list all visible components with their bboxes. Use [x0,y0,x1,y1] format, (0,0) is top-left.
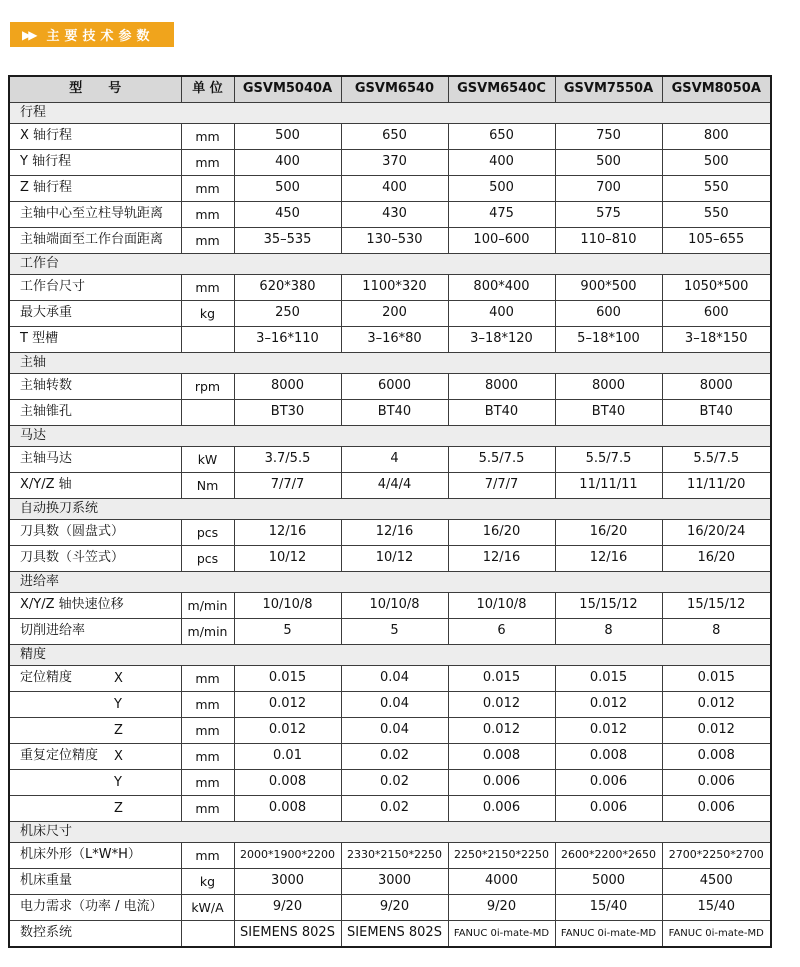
row-label [9,275,181,301]
cell-value: SIEMENS 802S [234,921,341,948]
row-unit: mm [181,692,234,718]
cell-value: 6 [448,619,555,645]
row-unit: mm [181,202,234,228]
row-label-text: X/Y/Z 轴 [20,477,72,493]
banner-title: 主要技术参数 [46,29,155,44]
row-label [9,202,181,228]
row-unit: mm [181,124,234,150]
row-unit: mm [181,228,234,254]
cell-value: 800*400 [448,275,555,301]
header-row [9,76,771,103]
cell-value: 200 [341,301,448,327]
cell-value: 4 [341,447,448,473]
cell-value: 15/40 [662,895,771,921]
table-row [9,692,771,718]
cell-value: 0.006 [555,770,662,796]
cell-value: BT40 [341,400,448,426]
cell-value: 0.006 [448,796,555,822]
table-row [9,202,771,228]
cell-value: 2330*2150*2250 [341,843,448,869]
section-title: 进给率 [9,572,771,593]
cell-value: 5 [234,619,341,645]
cell-value: 15/15/12 [662,593,771,619]
spec-table-body [9,103,771,948]
cell-value: 5.5/7.5 [448,447,555,473]
row-label [9,869,181,895]
cell-value: 0.006 [555,796,662,822]
row-label [9,301,181,327]
table-row [9,374,771,400]
row-label-text: 刀具数（圆盘式） [20,524,125,540]
table-row [9,869,771,895]
row-label [9,921,181,948]
spec-table [8,75,772,948]
cell-value: 0.008 [234,770,341,796]
row-label [9,770,181,796]
cell-value: 16/20 [662,546,771,572]
cell-value: 2600*2200*2650 [555,843,662,869]
row-label [9,796,181,822]
row-unit: kW/A [181,895,234,921]
cell-value: 550 [662,176,771,202]
cell-value: 3–16*80 [341,327,448,353]
col-header-gsvm7550a: GSVM7550A [555,76,662,103]
row-label [9,400,181,426]
row-label-text: 电力需求（功率 / 电流） [20,899,163,915]
cell-value: 0.012 [555,718,662,744]
cell-value: 500 [234,176,341,202]
cell-value: 3–18*150 [662,327,771,353]
section-row [9,254,771,275]
cell-value: 500 [448,176,555,202]
table-row [9,447,771,473]
table-row [9,843,771,869]
row-label [9,176,181,202]
section-title: 主轴 [9,353,771,374]
cell-value: 450 [234,202,341,228]
cell-value: 370 [341,150,448,176]
cell-value: 8000 [662,374,771,400]
cell-value: 4000 [448,869,555,895]
row-unit [181,400,234,426]
row-unit: m/min [181,593,234,619]
cell-value: 550 [662,202,771,228]
cell-value: 0.008 [234,796,341,822]
cell-value: 9/20 [234,895,341,921]
cell-value: 0.006 [662,770,771,796]
table-row [9,770,771,796]
cell-value: 2000*1900*2200 [234,843,341,869]
section-title: 自动换刀系统 [9,499,771,520]
cell-value: 0.02 [341,744,448,770]
row-label-text: 机床重量 [20,873,73,889]
cell-value: 0.02 [341,796,448,822]
cell-value: 0.012 [662,718,771,744]
row-label-text: 工作台尺寸 [20,279,86,295]
cell-value: 10/12 [234,546,341,572]
cell-value: 500 [555,150,662,176]
cell-value: 110–810 [555,228,662,254]
cell-value: 4500 [662,869,771,895]
table-row [9,400,771,426]
table-row [9,921,771,948]
row-label [9,692,181,718]
section-title: 精度 [9,645,771,666]
cell-value: 0.012 [448,692,555,718]
cell-value: 575 [555,202,662,228]
cell-value: 750 [555,124,662,150]
cell-value: 5–18*100 [555,327,662,353]
table-row [9,520,771,546]
cell-value: SIEMENS 802S [341,921,448,948]
row-label [9,374,181,400]
row-label [9,327,181,353]
row-unit: pcs [181,546,234,572]
cell-value: 7/7/7 [448,473,555,499]
row-label-text: 主轴端面至工作台面距离 [20,232,164,248]
row-axis-label: Y [114,696,122,712]
row-label-text: X/Y/Z 轴快速位移 [20,597,124,613]
cell-value: 0.012 [234,718,341,744]
row-axis-label: Y [114,774,122,790]
row-unit: m/min [181,619,234,645]
row-label-text: 机床外形（L*W*H） [20,847,141,863]
cell-value: 10/12 [341,546,448,572]
cell-value: 5 [341,619,448,645]
cell-value: 12/16 [448,546,555,572]
cell-value: 650 [341,124,448,150]
row-label-text: 定位精度 [20,670,73,686]
cell-value: 0.006 [662,796,771,822]
cell-value: 10/10/8 [234,593,341,619]
row-unit: mm [181,843,234,869]
cell-value: FANUC 0i-mate-MD [555,921,662,948]
row-label-text: Z 轴行程 [20,180,73,196]
row-unit: pcs [181,520,234,546]
row-label-text: X 轴行程 [20,128,73,144]
cell-value: 100–600 [448,228,555,254]
cell-value: 3000 [341,869,448,895]
cell-value: 400 [448,150,555,176]
cell-value: 3–16*110 [234,327,341,353]
section-title: 马达 [9,426,771,447]
cell-value: 700 [555,176,662,202]
cell-value: 15/15/12 [555,593,662,619]
cell-value: 600 [555,301,662,327]
row-label [9,228,181,254]
row-label-text: 主轴中心至立柱导轨距离 [20,206,164,222]
cell-value: 0.015 [448,666,555,692]
row-label-text: 主轴锥孔 [20,404,73,420]
cell-value: 5.5/7.5 [662,447,771,473]
cell-value: 130–530 [341,228,448,254]
row-unit: Nm [181,473,234,499]
row-label-text: 数控系统 [20,925,73,941]
row-unit: mm [181,275,234,301]
row-unit [181,921,234,948]
cell-value: 12/16 [234,520,341,546]
row-label [9,744,181,770]
cell-value: 8000 [555,374,662,400]
row-label [9,895,181,921]
row-label [9,718,181,744]
row-axis-label: X [114,748,123,764]
row-label-text: 刀具数（斗笠式） [20,550,125,566]
cell-value: 650 [448,124,555,150]
row-label [9,124,181,150]
cell-value: 0.04 [341,666,448,692]
cell-value: 1100*320 [341,275,448,301]
row-label-text: 主轴转数 [20,378,73,394]
cell-value: 0.008 [555,744,662,770]
cell-value: 0.01 [234,744,341,770]
section-row [9,822,771,843]
table-row [9,473,771,499]
cell-value: 105–655 [662,228,771,254]
cell-value: 0.04 [341,692,448,718]
cell-value: 4/4/4 [341,473,448,499]
table-row [9,744,771,770]
cell-value: BT40 [555,400,662,426]
cell-value: 16/20 [555,520,662,546]
row-label [9,150,181,176]
cell-value: 500 [662,150,771,176]
section-title: 行程 [9,103,771,124]
cell-value: 11/11/11 [555,473,662,499]
col-header-gsvm6540: GSVM6540 [341,76,448,103]
row-label-text: T 型槽 [20,331,59,347]
cell-value: 5.5/7.5 [555,447,662,473]
row-unit [181,327,234,353]
cell-value: 12/16 [555,546,662,572]
cell-value: 475 [448,202,555,228]
cell-value: 9/20 [448,895,555,921]
table-row [9,327,771,353]
row-axis-label: Z [114,722,123,738]
section-row [9,426,771,447]
row-label [9,666,181,692]
cell-value: 9/20 [341,895,448,921]
cell-value: 3.7/5.5 [234,447,341,473]
row-unit: kg [181,301,234,327]
row-label [9,473,181,499]
cell-value: FANUC 0i-mate-MD [448,921,555,948]
row-label-text: 主轴马达 [20,451,73,467]
section-row [9,499,771,520]
section-row [9,353,771,374]
col-header-model: 型 号 [9,76,181,103]
row-unit: kg [181,869,234,895]
row-unit: mm [181,150,234,176]
cell-value: 0.006 [448,770,555,796]
cell-value: 8000 [234,374,341,400]
table-row [9,796,771,822]
cell-value: 0.008 [448,744,555,770]
cell-value: 35–535 [234,228,341,254]
cell-value: 7/7/7 [234,473,341,499]
row-unit: mm [181,744,234,770]
col-header-gsvm6540c: GSVM6540C [448,76,555,103]
cell-value: FANUC 0i-mate-MD [662,921,771,948]
row-label-text: 切削进给率 [20,623,86,639]
section-row [9,645,771,666]
table-row [9,895,771,921]
row-unit: mm [181,718,234,744]
cell-value: 11/11/20 [662,473,771,499]
row-unit: mm [181,770,234,796]
section-row [9,103,771,124]
table-row [9,593,771,619]
row-axis-label: Z [114,800,123,816]
row-label-text: 最大承重 [20,305,73,321]
row-label-text: Y 轴行程 [20,154,72,170]
section-row [9,572,771,593]
cell-value: BT30 [234,400,341,426]
cell-value: 430 [341,202,448,228]
cell-value: 0.04 [341,718,448,744]
table-row [9,150,771,176]
cell-value: 800 [662,124,771,150]
section-title: 工作台 [9,254,771,275]
cell-value: 0.008 [662,744,771,770]
table-row [9,619,771,645]
table-row [9,546,771,572]
cell-value: 3000 [234,869,341,895]
cell-value: 0.012 [662,692,771,718]
cell-value: BT40 [448,400,555,426]
section-banner [10,22,174,47]
double-arrow-icon: ▶▶ [22,27,35,42]
cell-value: 10/10/8 [448,593,555,619]
cell-value: 12/16 [341,520,448,546]
cell-value: 400 [341,176,448,202]
cell-value: 620*380 [234,275,341,301]
row-label [9,843,181,869]
cell-value: 0.015 [555,666,662,692]
cell-value: 0.02 [341,770,448,796]
row-unit: rpm [181,374,234,400]
table-row [9,124,771,150]
table-row [9,718,771,744]
row-axis-label: X [114,670,123,686]
row-label-text: 重复定位精度 [20,748,99,764]
cell-value: 250 [234,301,341,327]
cell-value: 10/10/8 [341,593,448,619]
cell-value: BT40 [662,400,771,426]
cell-value: 0.015 [662,666,771,692]
cell-value: 400 [448,301,555,327]
row-label [9,619,181,645]
row-unit: mm [181,176,234,202]
cell-value: 16/20/24 [662,520,771,546]
row-label [9,520,181,546]
row-unit: kW [181,447,234,473]
cell-value: 0.015 [234,666,341,692]
table-row [9,275,771,301]
cell-value: 15/40 [555,895,662,921]
cell-value: 900*500 [555,275,662,301]
table-row [9,228,771,254]
cell-value: 0.012 [448,718,555,744]
cell-value: 0.012 [234,692,341,718]
row-label [9,593,181,619]
cell-value: 8000 [448,374,555,400]
col-header-gsvm5040a: GSVM5040A [234,76,341,103]
cell-value: 8 [662,619,771,645]
row-unit: mm [181,666,234,692]
cell-value: 500 [234,124,341,150]
table-row [9,176,771,202]
row-label [9,447,181,473]
row-unit: mm [181,796,234,822]
cell-value: 5000 [555,869,662,895]
cell-value: 600 [662,301,771,327]
cell-value: 8 [555,619,662,645]
cell-value: 6000 [341,374,448,400]
cell-value: 0.012 [555,692,662,718]
cell-value: 3–18*120 [448,327,555,353]
cell-value: 1050*500 [662,275,771,301]
cell-value: 16/20 [448,520,555,546]
section-title: 机床尺寸 [9,822,771,843]
col-header-gsvm8050a: GSVM8050A [662,76,771,103]
row-label [9,546,181,572]
cell-value: 2250*2150*2250 [448,843,555,869]
table-row [9,301,771,327]
table-row [9,666,771,692]
cell-value: 400 [234,150,341,176]
col-header-unit: 单 位 [181,76,234,103]
cell-value: 2700*2250*2700 [662,843,771,869]
